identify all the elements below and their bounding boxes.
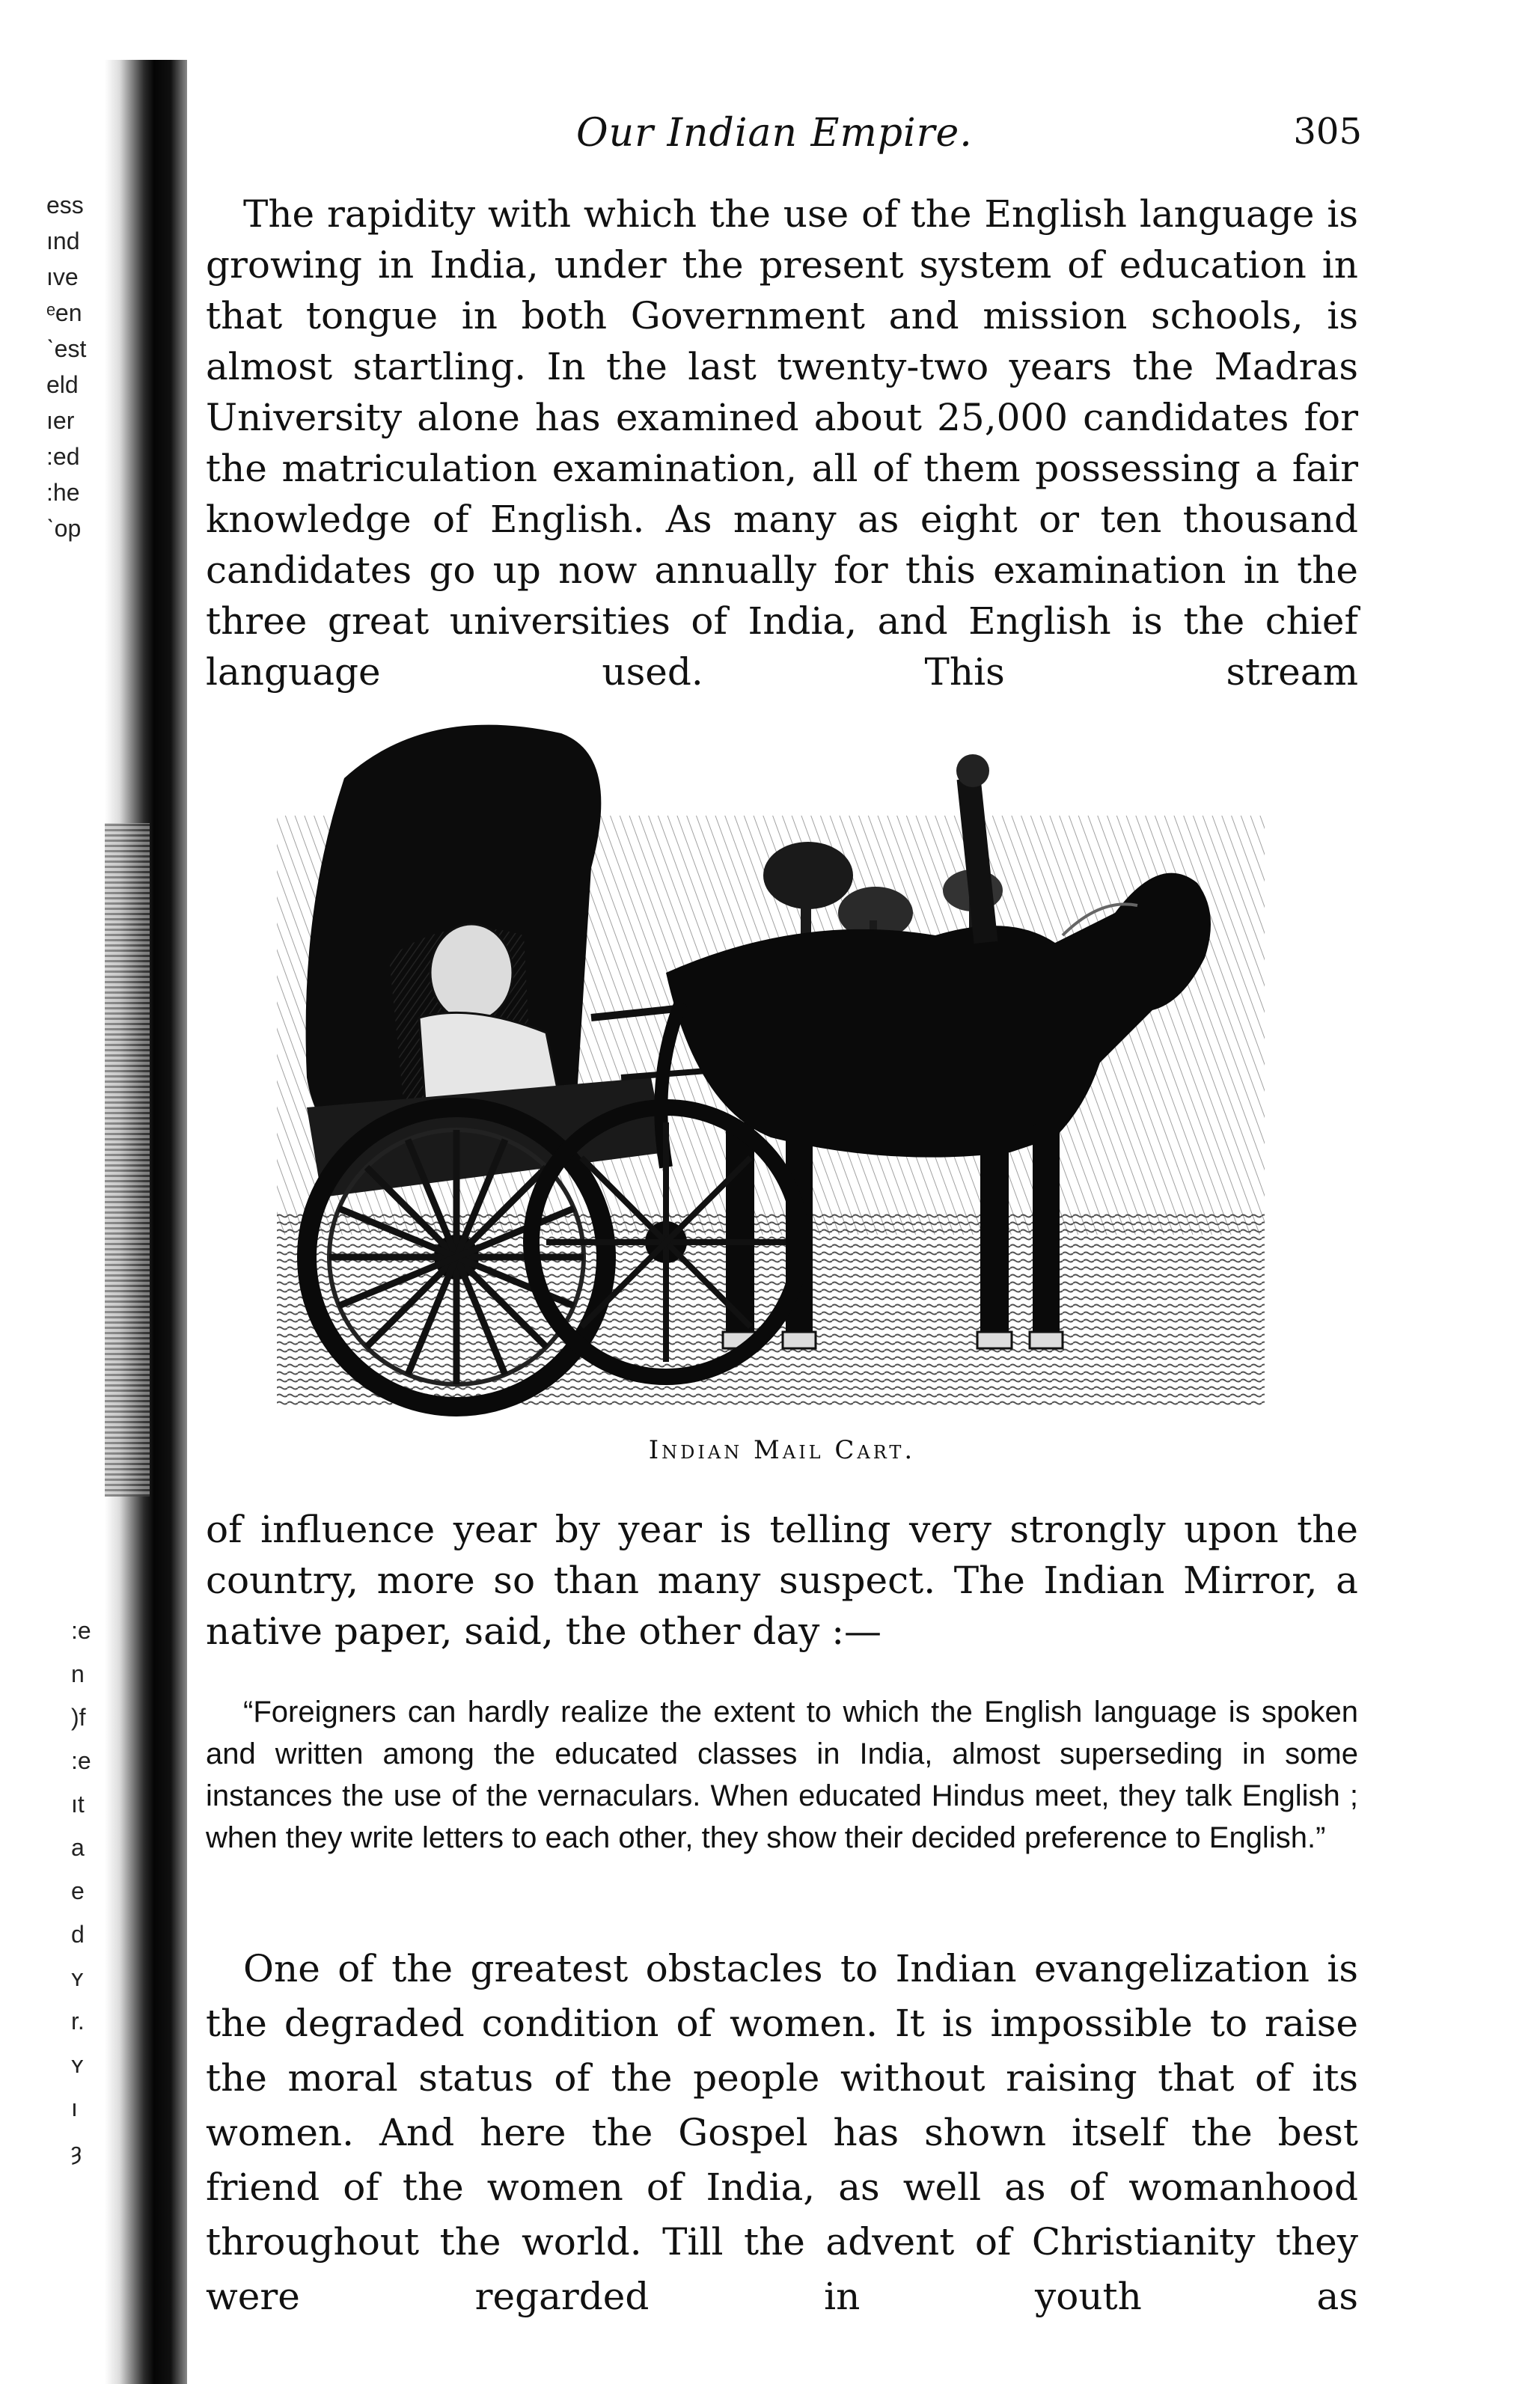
block-quote: “Foreigners can hardly realize the extent to which the English language is spoken and written among the educated classes in India, almost superseding in some instances the use of the vernaculars. When educated Hindus meet, they talk English ; when they write letters to each other, they show their decided preference to English.” [206, 1696, 1358, 1854]
fragment-line: :ed [46, 443, 80, 470]
fragment-line: ıer [46, 407, 75, 434]
fragment-line: ess [46, 192, 84, 218]
fragment-line: d [71, 1921, 85, 1948]
facing-page-fragment-lower [0, 1609, 105, 2173]
fragment-line: )f [71, 1704, 86, 1731]
fragment-line: ı [71, 2094, 78, 2121]
fragment-line: :e [71, 1617, 91, 1644]
illustration-mail-cart [277, 688, 1265, 1422]
fragment-line: ʏ [71, 2051, 84, 2078]
illustration-caption: Indian Mail Cart. [648, 1435, 916, 1465]
mail-cart-engraving [277, 688, 1265, 1422]
fragment-line: eld [46, 371, 79, 398]
fragment-line: a [71, 1834, 85, 1861]
fragment-line: ʏ [71, 1964, 84, 1991]
running-title: Our Indian Empire. [576, 111, 973, 156]
fragment-line: n [71, 1660, 85, 1687]
fragment-line: ȝ [71, 2138, 82, 2165]
body-paragraph-1: The rapidity with which the use of the English language is growing in India, under the present system of education in that tongue in both Government and mission schools, is almost startling. In the last twenty-two years the Madras University alone has examined about 25,000 candidates for the matriculation examination, all of them possessing a fair knowledge of English. As many as eight or ten thousand candidates go up now annually for this examination in the three great universities of India, and English is the chief language used. This stream [206, 192, 1358, 694]
fragment-line: ᵉen [46, 299, 82, 326]
fragment-line: e [71, 1877, 85, 1904]
page-header [187, 105, 1362, 165]
fragment-line: ıve [46, 263, 79, 290]
fragment-line: r. [71, 2008, 85, 2035]
page-number: 305 [1293, 111, 1362, 153]
fragment-line: :he [46, 479, 80, 506]
gutter-scan-noise [105, 823, 150, 1497]
fragment-line: ıt [71, 1791, 85, 1818]
fragment-line: ınd [46, 227, 80, 254]
facing-page-fragment-upper [0, 187, 105, 546]
body-paragraph-2: of influence year by year is telling very strongly upon the country, more so than many suspect. The Indian Mirror, a native paper, said, the other day :— [206, 1508, 1358, 1653]
fragment-line: ˋest [46, 335, 87, 362]
fragment-line: ˋop [46, 515, 82, 542]
fragment-line: :e [71, 1747, 91, 1774]
body-paragraph-3: One of the greatest obstacles to Indian evangelization is the degraded condition of women. It is impossible to raise the moral status of the people without raising that of its women. And here the Gospel has shown itself the best friend of the women of India, as well as of womanhood throughout the world. Till the advent of Christianity they were regarded in youth as [206, 1947, 1358, 2318]
